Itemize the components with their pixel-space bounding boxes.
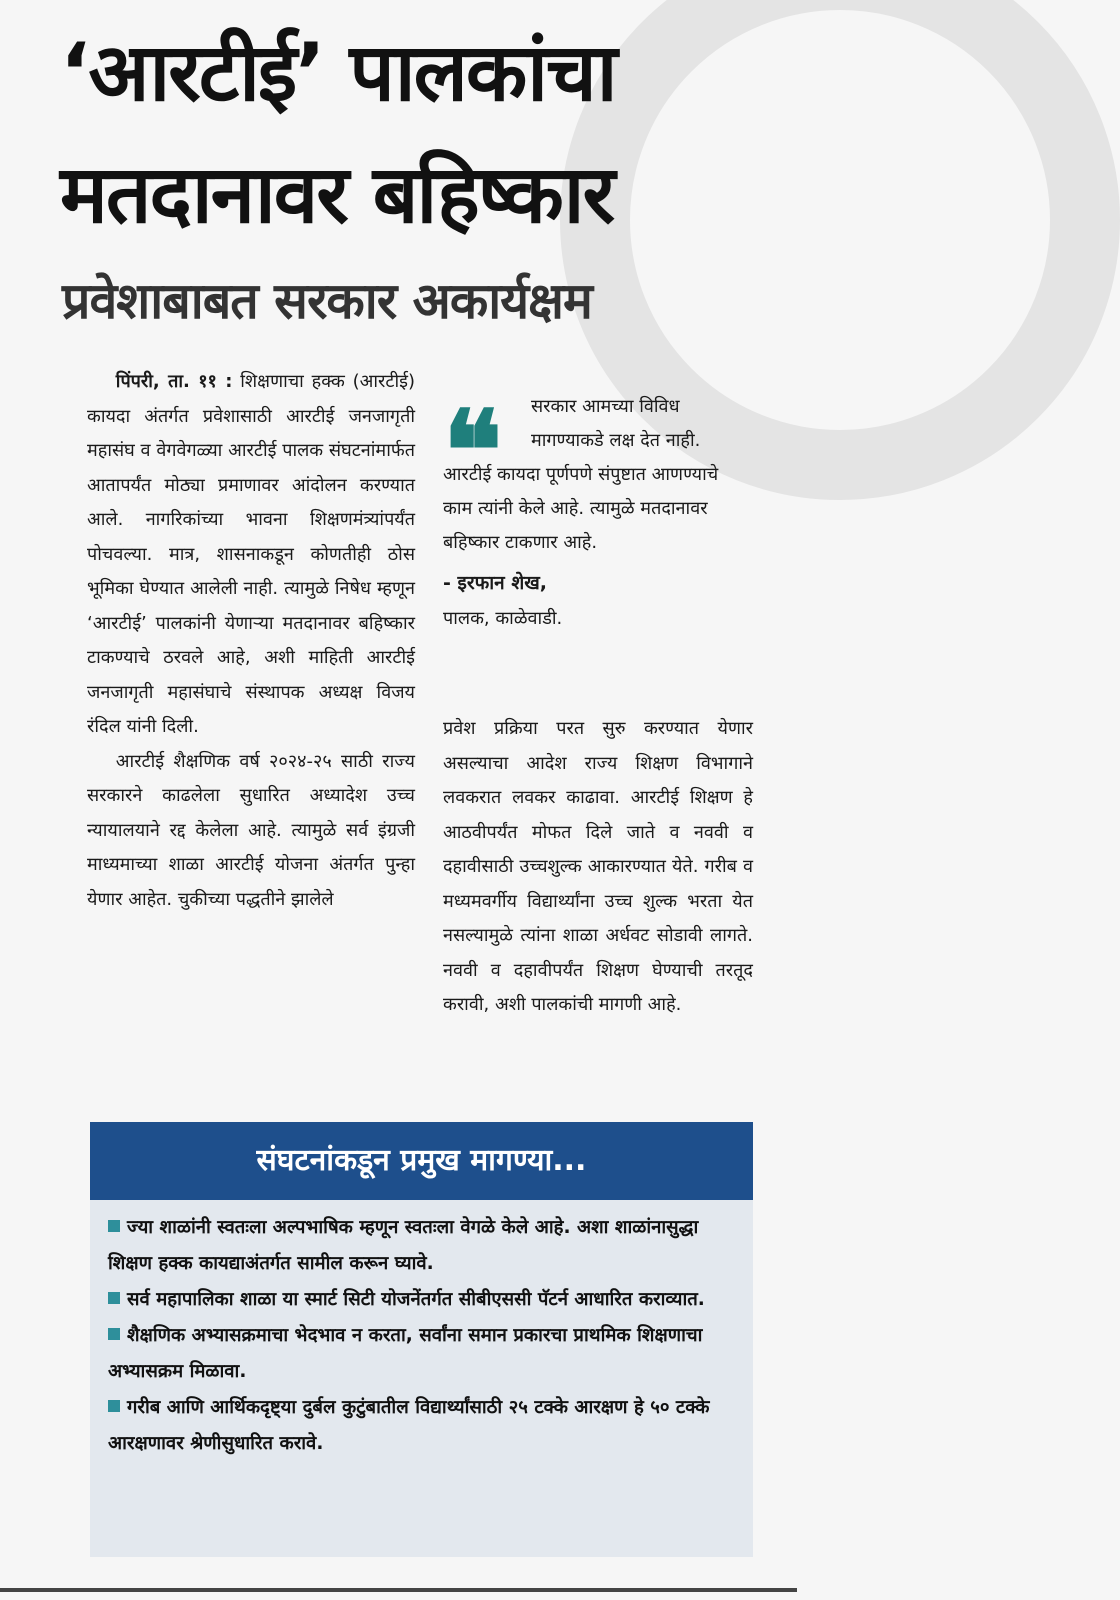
square-bullet-icon bbox=[108, 1292, 120, 1304]
headline-line-2: मतदानावर बहिष्कार bbox=[60, 148, 614, 241]
dateline: पिंपरी, ता. ११ : bbox=[115, 371, 233, 392]
square-bullet-icon bbox=[108, 1400, 120, 1412]
quote-author-place: पालक, काळेवाडी. bbox=[443, 608, 563, 629]
headline-line-1: ‘आरटीई’ पालकांचा bbox=[60, 26, 616, 119]
demand-text: गरीब आणि आर्थिकदृष्ट्या दुर्बल कुटुंबातील विद्यार्थ्यांसाठी २५ टक्के आरक्षण हे ५० टक्के आरक्षणावर श्रेणीसुधारित करावे. bbox=[108, 1397, 710, 1454]
article-paragraph-1 bbox=[87, 365, 415, 745]
demand-text: सर्व महापालिका शाळा या स्मार्ट सिटी योजनेंतर्गत सीबीएससी पॅटर्न आधारित कराव्यात. bbox=[127, 1289, 705, 1310]
demand-text: ज्या शाळांनी स्वतःला अल्पभाषिक म्हणून स्वतःला वेगळे केले आहे. अशा शाळांनासुद्धा शिक्षण हक्क कायद्याअंतर्गत सामील करून घ्यावे. bbox=[108, 1217, 699, 1274]
paragraph-1-text: शिक्षणाचा हक्क (आरटीई) कायदा अंतर्गत प्रवेशासाठी आरटीई जनजागृती महासंघ व वेगवेगळ्या आरटीई पालक संघटनांमार्फत आतापर्यंत मोठ्या प्रमाणावर आंदोलन करण्यात आले. नागरिकांच्या भावना शिक्षणमंत्र्यांपर्यंत पोचवल्या. मात्र, शासनाकडून कोणतीही ठोस भूमिका घेण्यात आलेली नाही. त्यामुळे निषेध म्हणून ‘आरटीई’ पालकांनी येणाऱ्या मतदानावर बहिष्कार टाकण्याचे ठरवले आहे, अशी माहिती आरटीई जनजागृती महासंघाचे संस्थापक अध्यक्ष विजय रंदिल यांनी दिली. bbox=[87, 371, 415, 737]
demand-text: शैक्षणिक अभ्यासक्रमाचा भेदभाव न करता, सर्वांना समान प्रकारचा प्राथमिक शिक्षणाचा अभ्यासक्रम मिळावा. bbox=[108, 1325, 703, 1382]
article-paragraph-3: प्रवेश प्रक्रिया परत सुरु करण्यात येणार असल्याचा आदेश राज्य शिक्षण विभागाने लवकरात लवकर काढावा. आरटीई शिक्षण हे आठवीपर्यंत मोफत दिले जाते व नववी व दहावीसाठी उच्चशुल्क आकारण्यात येते. गरीब व मध्यमवर्गीय विद्यार्थ्यांना उच्च शुल्क भरता येत नसल्यामुळे त्यांना शाळा अर्धवट सोडावी लागते. नववी व दहावीपर्यंत शिक्षण घेण्याची तरतूद करावी, अशी पालकांची मागणी आहे. bbox=[443, 718, 753, 1015]
quote-author: - इरफान शेख, bbox=[443, 572, 548, 594]
quote-text: सरकार आमच्या विविध मागण्याकडे लक्ष देत नाही. आरटीई कायदा पूर्णपणे संपुष्टात आणण्याचे काम त्यांनी केले आहे. त्यामुळे मतदानावर बहिष्कार टाकणार आहे. bbox=[443, 396, 719, 553]
demand-item bbox=[108, 1282, 739, 1318]
article-left-column bbox=[87, 365, 415, 917]
pull-quote bbox=[443, 386, 753, 636]
demands-list bbox=[90, 1200, 753, 1557]
bottom-rule bbox=[0, 1588, 797, 1592]
demand-item bbox=[108, 1390, 739, 1462]
square-bullet-icon bbox=[108, 1220, 120, 1232]
quote-mark-icon: ❝ bbox=[443, 386, 503, 515]
subheadline: प्रवेशाबाबत सरकार अकार्यक्षम bbox=[62, 272, 592, 330]
article-paragraph-2: आरटीई शैक्षणिक वर्ष २०२४-२५ साठी राज्य सरकारने काढलेला सुधारित अध्यादेश उच्च न्यायालयाने रद्द केलेला आहे. त्यामुळे सर्व इंग्रजी माध्यमाच्या शाळा आरटीई योजना अंतर्गत पुन्हा येणार आहेत. चुकीच्या पद्धतीने झालेले bbox=[87, 750, 415, 910]
demands-title: संघटनांकडून प्रमुख मागण्या... bbox=[90, 1122, 753, 1200]
demand-item bbox=[108, 1210, 739, 1282]
demand-item bbox=[108, 1318, 739, 1390]
square-bullet-icon bbox=[108, 1328, 120, 1340]
